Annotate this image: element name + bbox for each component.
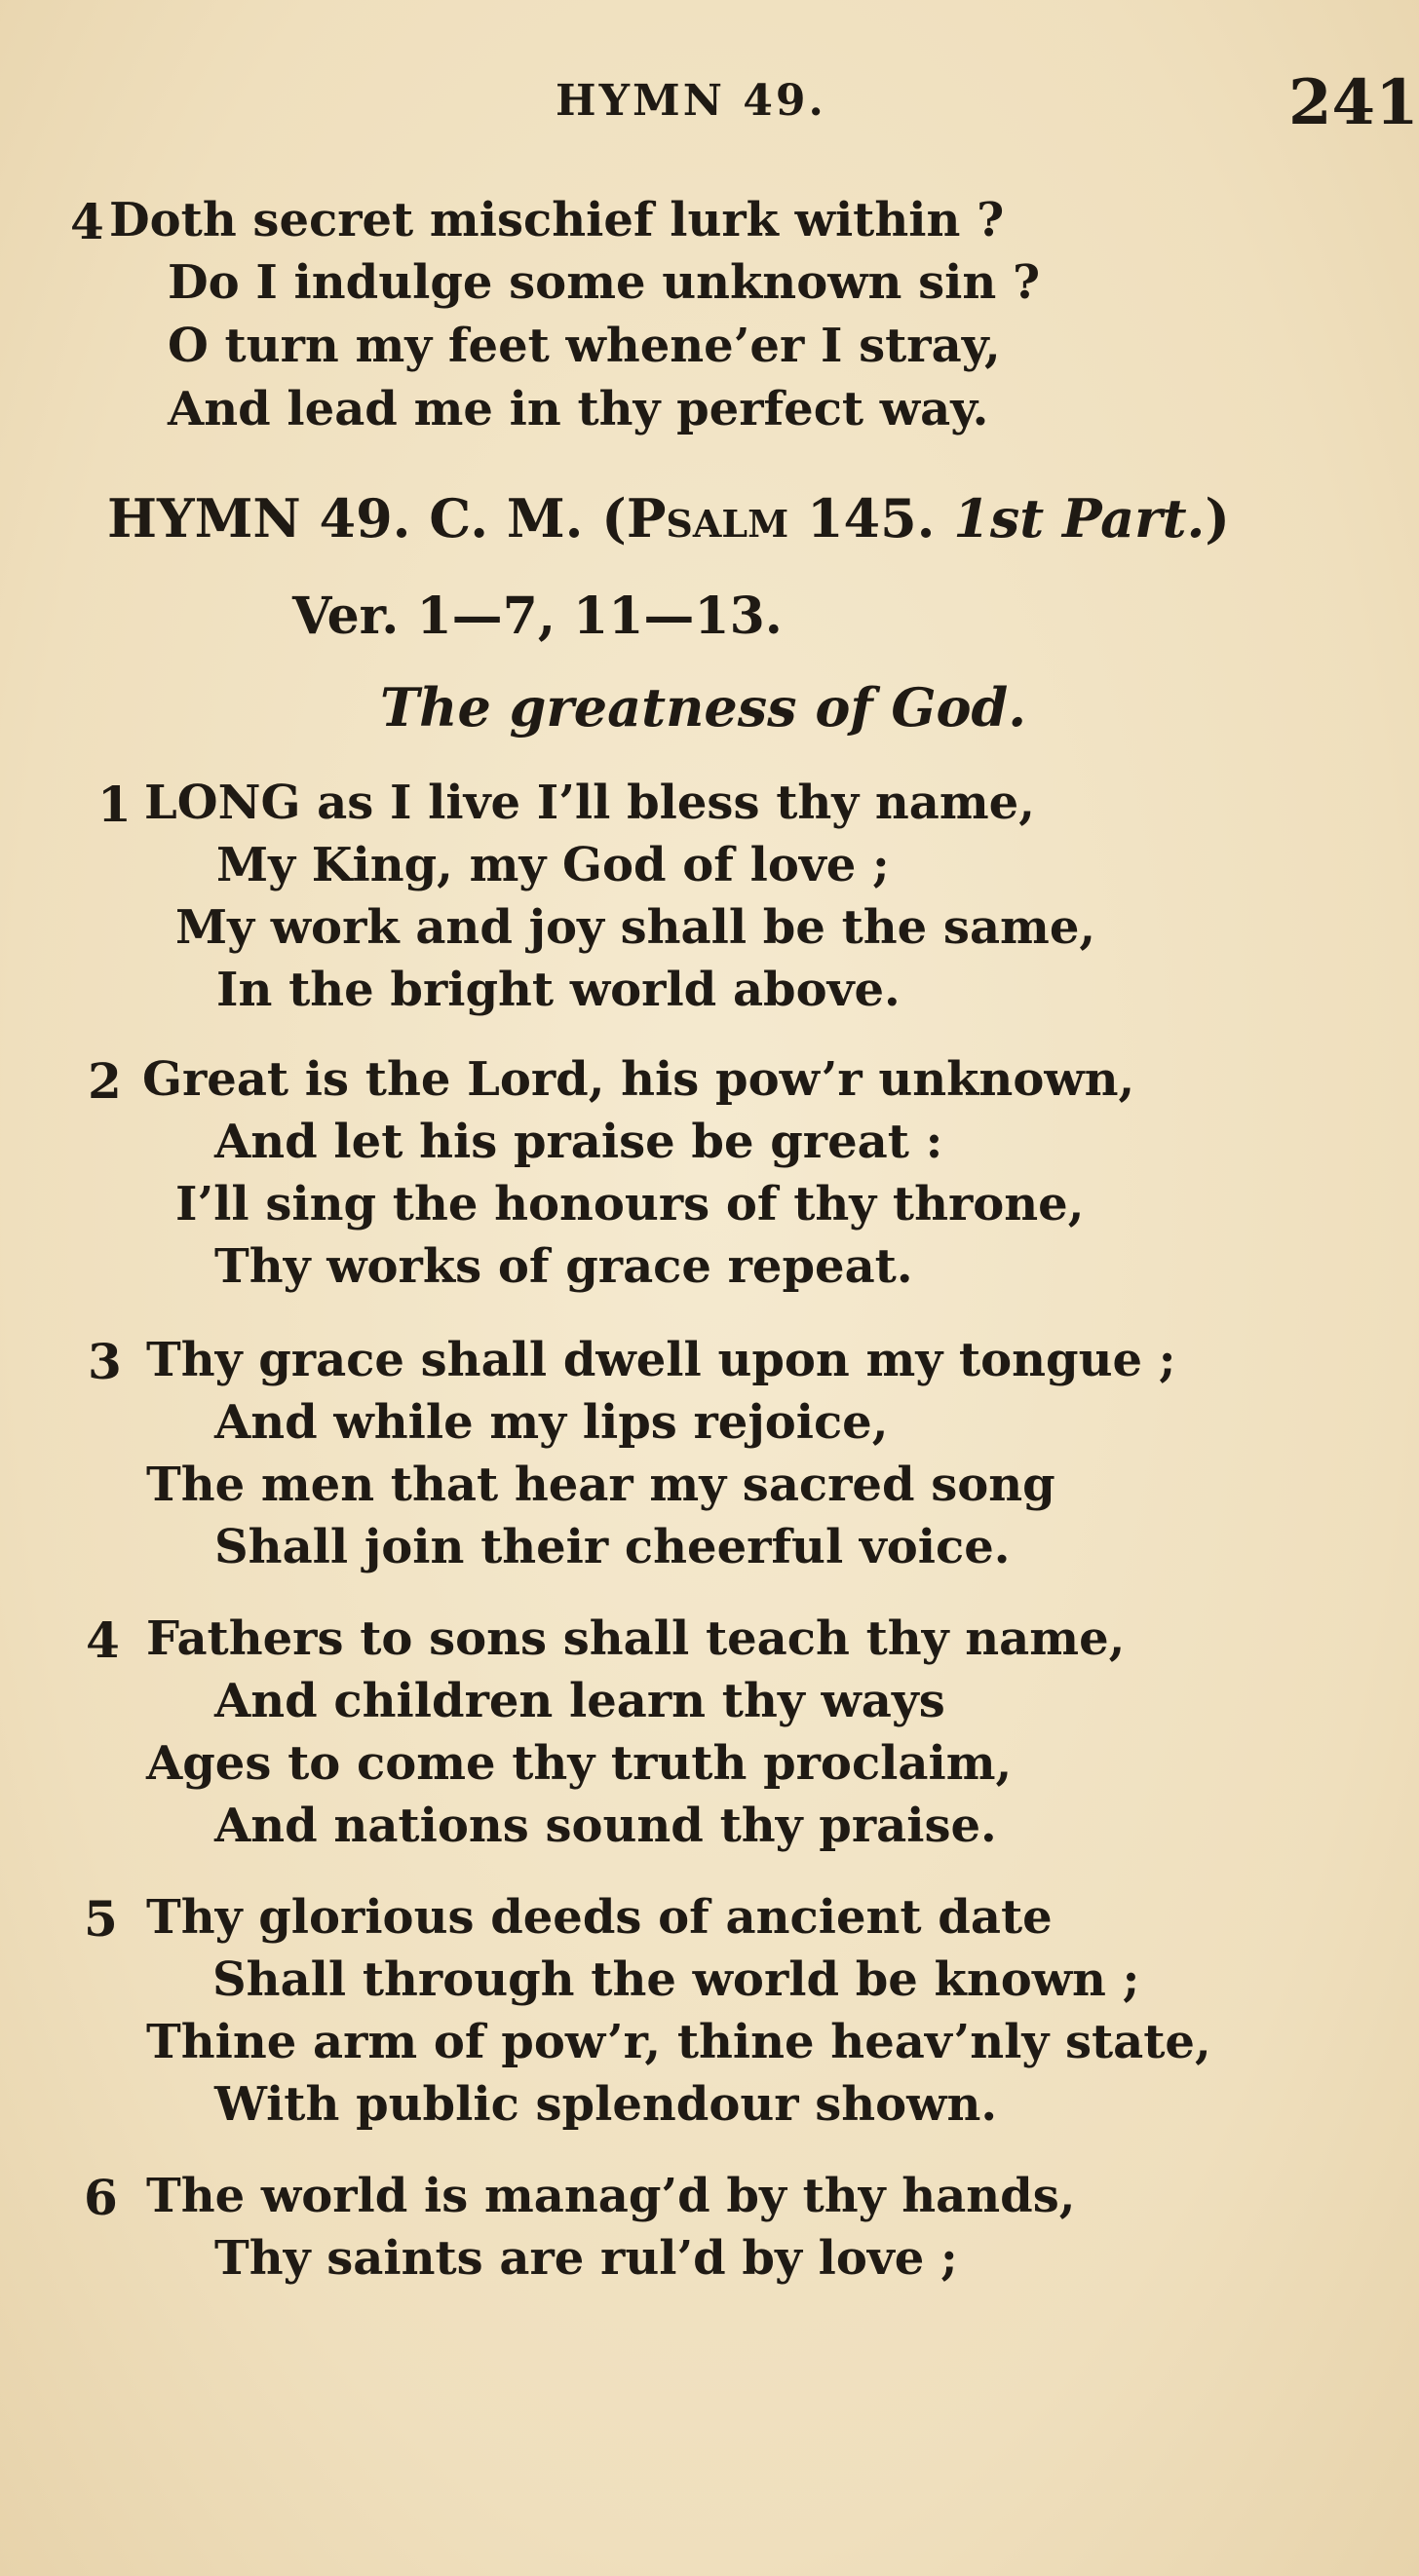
- stanza-line: Thine arm of pow’r, thine heav’nly state,: [146, 2015, 1211, 2069]
- stanza-line: Shall join their cheerful voice.: [214, 1520, 1011, 1574]
- stanza-number: 6: [84, 2169, 118, 2226]
- hymn-verses: Ver. 1—7, 11—13.: [292, 587, 783, 646]
- stanza-number: 5: [84, 1890, 118, 1948]
- stanza-line: Thy grace shall dwell upon my tongue ;: [146, 1333, 1176, 1387]
- stanza-line: Thy glorious deeds of ancient date: [146, 1890, 1053, 1945]
- stanza-line: And nations sound thy praise.: [214, 1799, 997, 1853]
- hymn-heading-psalm: Psalm: [626, 487, 789, 549]
- stanza-line: And children learn thy ways: [214, 1674, 945, 1728]
- running-header-title: HYMN 49.: [556, 76, 826, 126]
- stanza-line: Ages to come thy truth proclaim,: [146, 1736, 1013, 1791]
- hymn-heading-start: HYMN 49. C. M. (: [107, 487, 627, 549]
- stanza-line: My King, my God of love ;: [216, 838, 890, 892]
- hymn-heading-num: 145.: [788, 487, 954, 549]
- stanza-line: Thy saints are rul’d by love ;: [214, 2231, 958, 2286]
- stanza-line: Shall through the world be known ;: [212, 1952, 1140, 2007]
- stanza-line: And while my lips rejoice,: [214, 1395, 889, 1450]
- stanza-line: Thy works of grace repeat.: [214, 1239, 913, 1294]
- hymn-heading-end: ): [1205, 487, 1230, 549]
- page-number: 241: [1288, 66, 1419, 139]
- stanza-line: With public splendour shown.: [214, 2077, 998, 2132]
- stanza-number: 4: [86, 1611, 120, 1669]
- stanza-line: My work and joy shall be the same,: [175, 900, 1096, 955]
- stanza-line: The world is manag’d by thy hands,: [146, 2169, 1076, 2223]
- stanza-line: Do I indulge some unknown sin ?: [168, 255, 1041, 310]
- stanza-number: 2: [88, 1052, 122, 1110]
- stanza-line: O turn my feet whene’er I stray,: [168, 319, 1001, 373]
- stanza-line: The men that hear my sacred song: [146, 1458, 1055, 1512]
- stanza-line: And lead me in thy perfect way.: [168, 382, 989, 436]
- stanza-line: Fathers to sons shall teach thy name,: [146, 1611, 1126, 1666]
- stanza-number: 3: [88, 1333, 122, 1390]
- hymn-heading-part: 1st Part.: [953, 487, 1206, 549]
- stanza-number: 1: [97, 776, 132, 833]
- hymn-subtitle: The greatness of God.: [380, 676, 1027, 739]
- stanza-line: LONG as I live I’ll bless thy name,: [144, 776, 1035, 830]
- stanza-line: I’ll sing the honours of thy throne,: [175, 1177, 1085, 1231]
- stanza-line: And let his praise be great :: [214, 1115, 943, 1169]
- hymn-heading: [107, 487, 1230, 549]
- stanza-line: Great is the Lord, his pow’r unknown,: [142, 1052, 1135, 1107]
- stanza-line: In the bright world above.: [216, 963, 901, 1017]
- stanza-line: Doth secret mischief lurk within ?: [109, 193, 1005, 247]
- stanza-number: 4: [70, 193, 104, 250]
